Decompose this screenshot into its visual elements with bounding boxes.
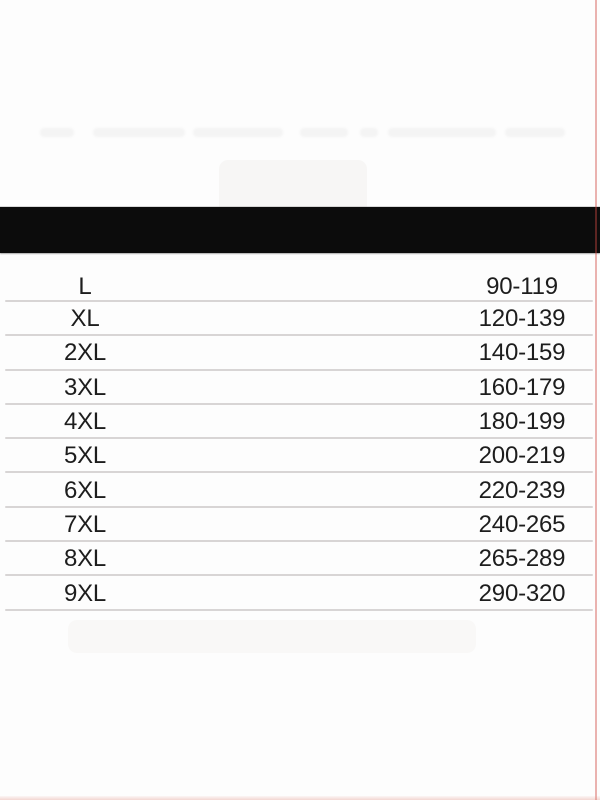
weight-range-value: 290-320 [478,579,566,607]
watermark-smudge [193,128,283,137]
size-label: XL [70,305,100,333]
watermark-smudge [360,128,378,137]
table-row [0,473,600,507]
size-label: 8XL [63,545,107,573]
faint-highlight-block-top [219,160,367,207]
size-label: 4XL [63,408,107,436]
row-divider [5,609,593,611]
weight-range-value: 140-159 [478,339,566,367]
table-header-bar [0,207,600,253]
weight-range-value: 240-265 [478,510,566,538]
size-label: 3XL [63,373,107,401]
table-row [0,405,600,439]
weight-range-value: 180-199 [478,408,566,436]
weight-range-value: 220-239 [478,476,566,504]
size-label: 2XL [63,339,107,367]
faint-highlight-block-bottom [68,620,476,653]
size-table [0,253,600,611]
size-label: 9XL [63,579,107,607]
weight-range-value: 160-179 [478,373,566,401]
watermark-smudge [505,128,565,137]
size-label: 5XL [63,442,107,470]
watermark-smudge [40,128,74,137]
size-label: 6XL [63,476,107,504]
table-row [0,508,600,542]
bottom-edge-tint [0,796,600,800]
watermark-smudge [93,128,185,137]
faint-watermark-text [0,127,600,139]
weight-range-value: 120-139 [478,305,566,333]
table-row [0,542,600,576]
size-label: 7XL [63,510,107,538]
table-row [0,576,600,610]
weight-range-value: 90-119 [486,272,558,300]
size-label: L [78,272,92,300]
table-row [0,439,600,473]
watermark-smudge [388,128,496,137]
right-edge-red-line [595,0,597,800]
watermark-smudge [300,128,348,137]
table-row [0,371,600,405]
weight-range-value: 265-289 [478,545,566,573]
table-row [0,302,600,336]
table-row [0,253,600,302]
weight-range-value: 200-219 [478,442,566,470]
table-row [0,336,600,370]
